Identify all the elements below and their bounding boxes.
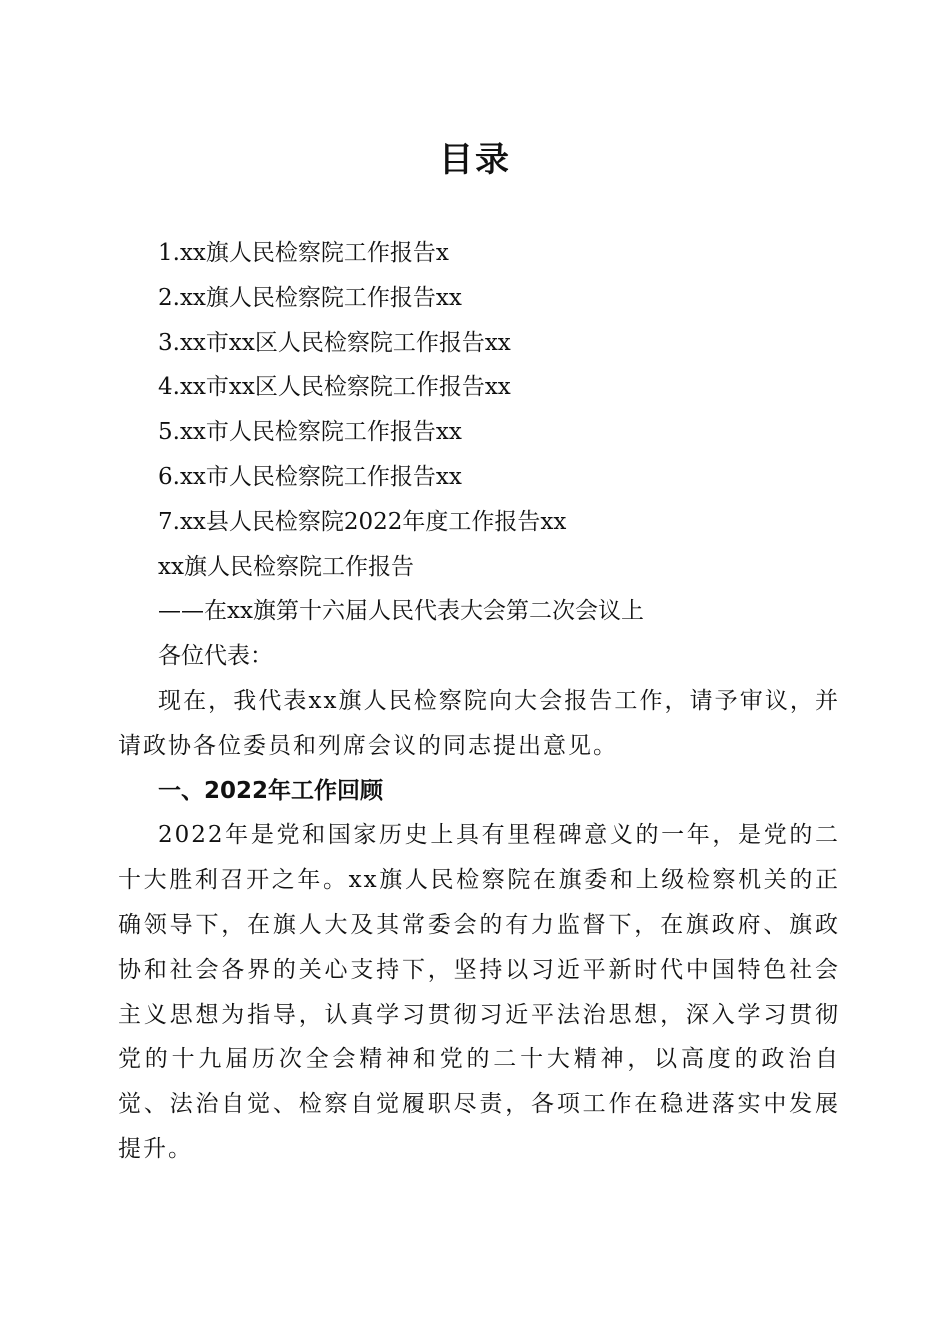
toc-item-6: 6.xx市人民检察院工作报告xx (158, 463, 462, 490)
report-subtitle: ——在xx旗第十六届人民代表大会第二次会议上 (158, 598, 644, 625)
toc-item-4: 4.xx市xx区人民检察院工作报告xx (158, 374, 511, 401)
salutation: 各位代表： (158, 643, 273, 670)
toc-item-1: 1.xx旗人民检察院工作报告x (158, 240, 449, 266)
section-heading: 一、2022年工作回顾 (158, 777, 384, 804)
document-body (118, 231, 840, 1172)
toc-item-3: 3.xx市xx区人民检察院工作报告xx (158, 329, 511, 356)
section-paragraph: 2022年是党和国家历史上具有里程碑意义的一年，是党的二十大胜利召开之年。xx旗人民检察院在旗委和上级检察机关的正确领导下，在旗人大及其常委会的有力监督下，在旗政府、旗政协和社会各界的关心支持下，坚持以习近平新时代中国特色社会主义思想为指导，认真学习贯彻习近平法治思想，深入学习贯彻党的十九届历次全会精神和党的二十大精神，以高度的政治自觉、法治自觉、检察自觉履职尽责，各项工作在稳进落实中发展提升。 (118, 822, 840, 1162)
toc-item-2: 2.xx旗人民检察院工作报告xx (158, 284, 462, 311)
report-title: xx旗人民检察院工作报告 (158, 553, 414, 580)
toc-item-7: 7.xx县人民检察院2022年度工作报告xx (158, 508, 567, 535)
page-title: 目录 (439, 140, 511, 180)
intro-paragraph: 现在，我代表xx旗人民检察院向大会报告工作，请予审议，并请政协各位委员和列席会议的同志提出意见。 (118, 687, 840, 759)
toc-item-5: 5.xx市人民检察院工作报告xx (158, 419, 462, 446)
